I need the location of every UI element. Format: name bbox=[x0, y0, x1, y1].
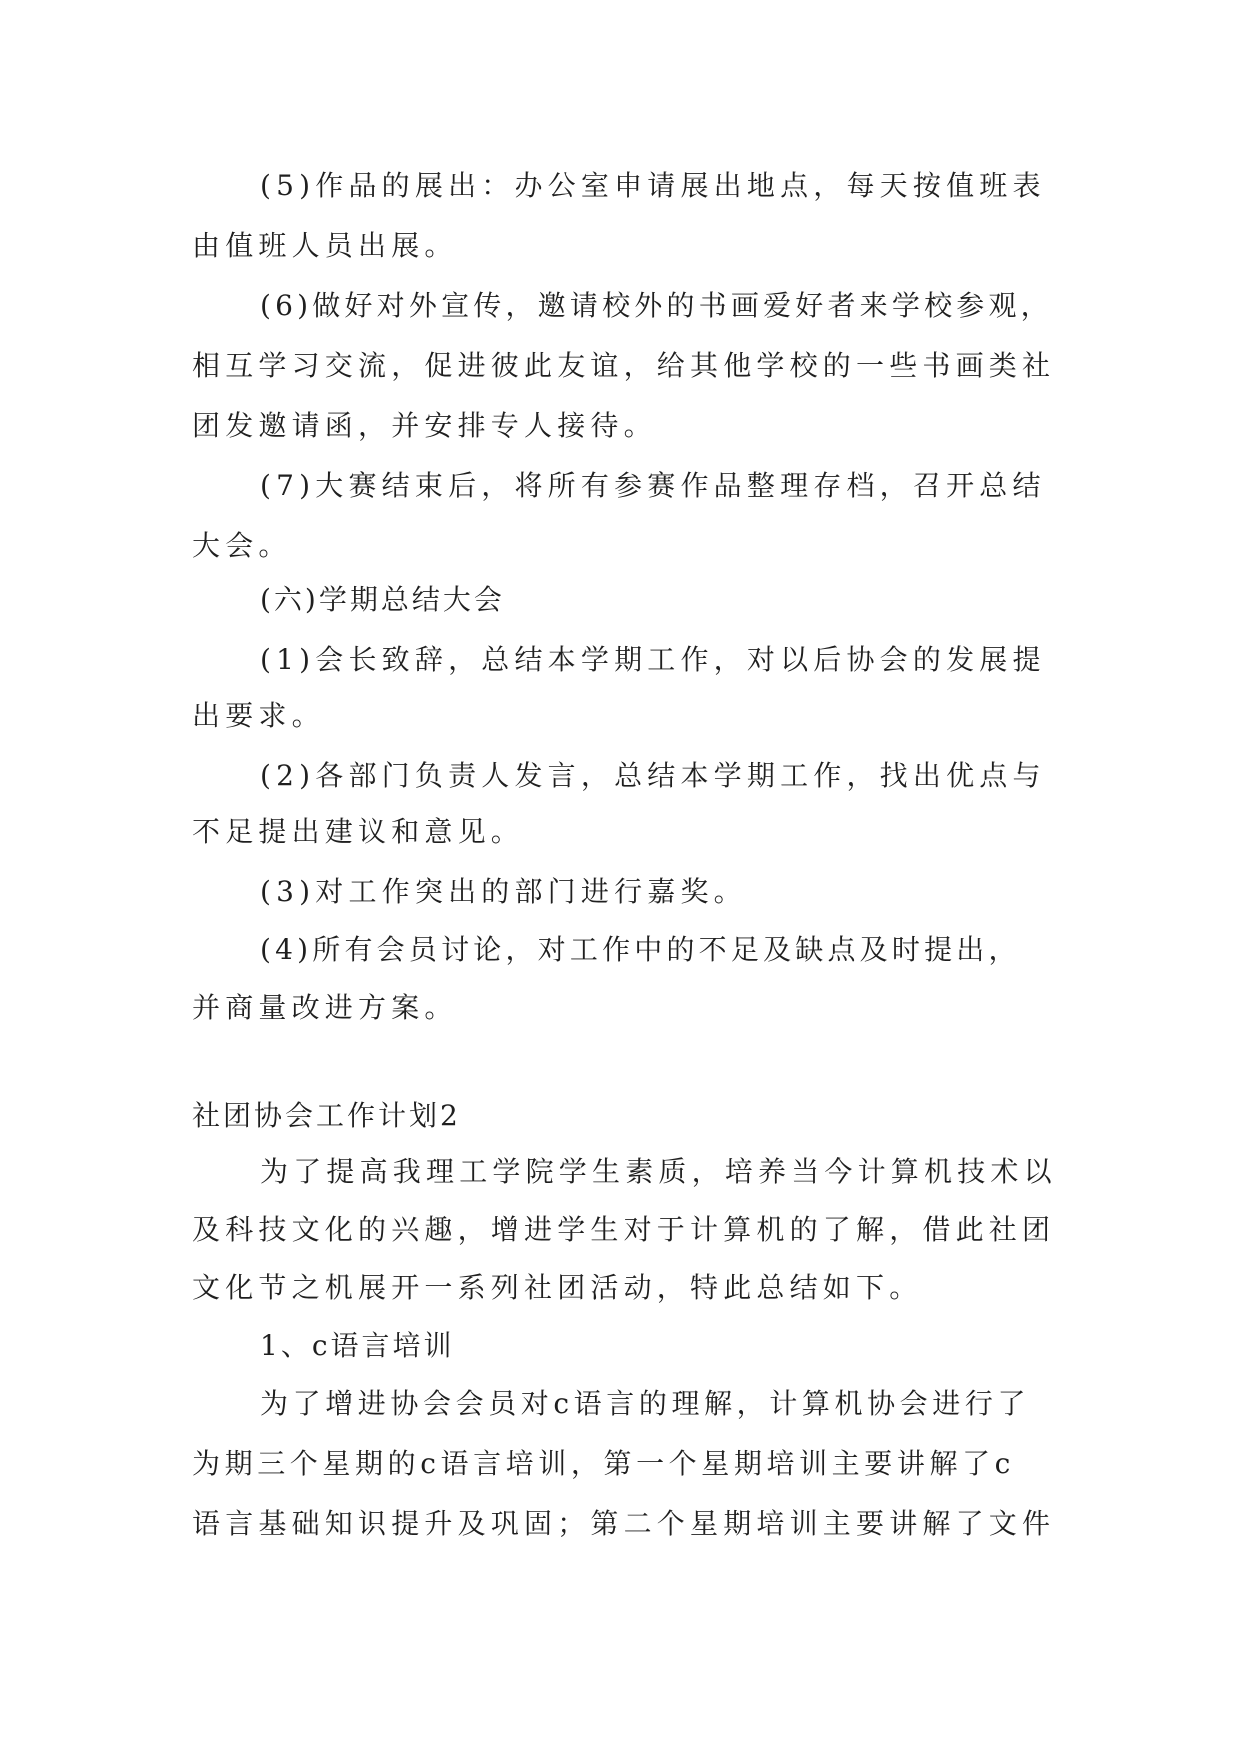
paragraph-line: 为期三个星期的c语言培训，第一个星期培训主要讲解了c bbox=[192, 1447, 1015, 1480]
section-heading: (六)学期总结大会 bbox=[260, 583, 505, 616]
paragraph-line: 出要求。 bbox=[192, 699, 325, 732]
paragraph-line: 语言基础知识提升及巩固；第二个星期培训主要讲解了文件 bbox=[192, 1507, 1056, 1540]
paragraph-line: 由值班人员出展。 bbox=[192, 229, 458, 262]
paragraph-line: (6)做好对外宣传，邀请校外的书画爱好者来学校参观， bbox=[260, 289, 1053, 322]
paragraph-line: 文化节之机展开一系列社团活动，特此总结如下。 bbox=[192, 1271, 923, 1304]
paragraph-line: (3)对工作突出的部门进行嘉奖。 bbox=[260, 875, 747, 908]
paragraph-line: 不足提出建议和意见。 bbox=[192, 815, 525, 848]
paragraph-line: (2)各部门负责人发言，总结本学期工作，找出优点与 bbox=[260, 759, 1046, 792]
paragraph-line: 及科技文化的兴趣，增进学生对于计算机的了解，借此社团 bbox=[192, 1213, 1056, 1246]
paragraph-line: 并商量改进方案。 bbox=[192, 991, 458, 1024]
document-title: 社团协会工作计划2 bbox=[192, 1099, 461, 1132]
paragraph-line: 为了提高我理工学院学生素质，培养当今计算机技术以 bbox=[260, 1155, 1057, 1188]
paragraph-line: (5)作品的展出：办公室申请展出地点，每天按值班表 bbox=[260, 169, 1046, 202]
paragraph-line: (7)大赛结束后，将所有参赛作品整理存档，召开总结 bbox=[260, 469, 1046, 502]
paragraph-line: (1)会长致辞，总结本学期工作，对以后协会的发展提 bbox=[260, 643, 1046, 676]
paragraph-line: 相互学习交流，促进彼此友谊，给其他学校的一些书画类社 bbox=[192, 349, 1056, 382]
section-heading: 1、c语言培训 bbox=[260, 1329, 455, 1362]
paragraph-line: (4)所有会员讨论，对工作中的不足及缺点及时提出， bbox=[260, 933, 1021, 966]
paragraph-line: 为了增进协会会员对c语言的理解，计算机协会进行了 bbox=[260, 1387, 1031, 1420]
paragraph-line: 大会。 bbox=[192, 529, 292, 562]
paragraph-line: 团发邀请函，并安排专人接待。 bbox=[192, 409, 657, 442]
